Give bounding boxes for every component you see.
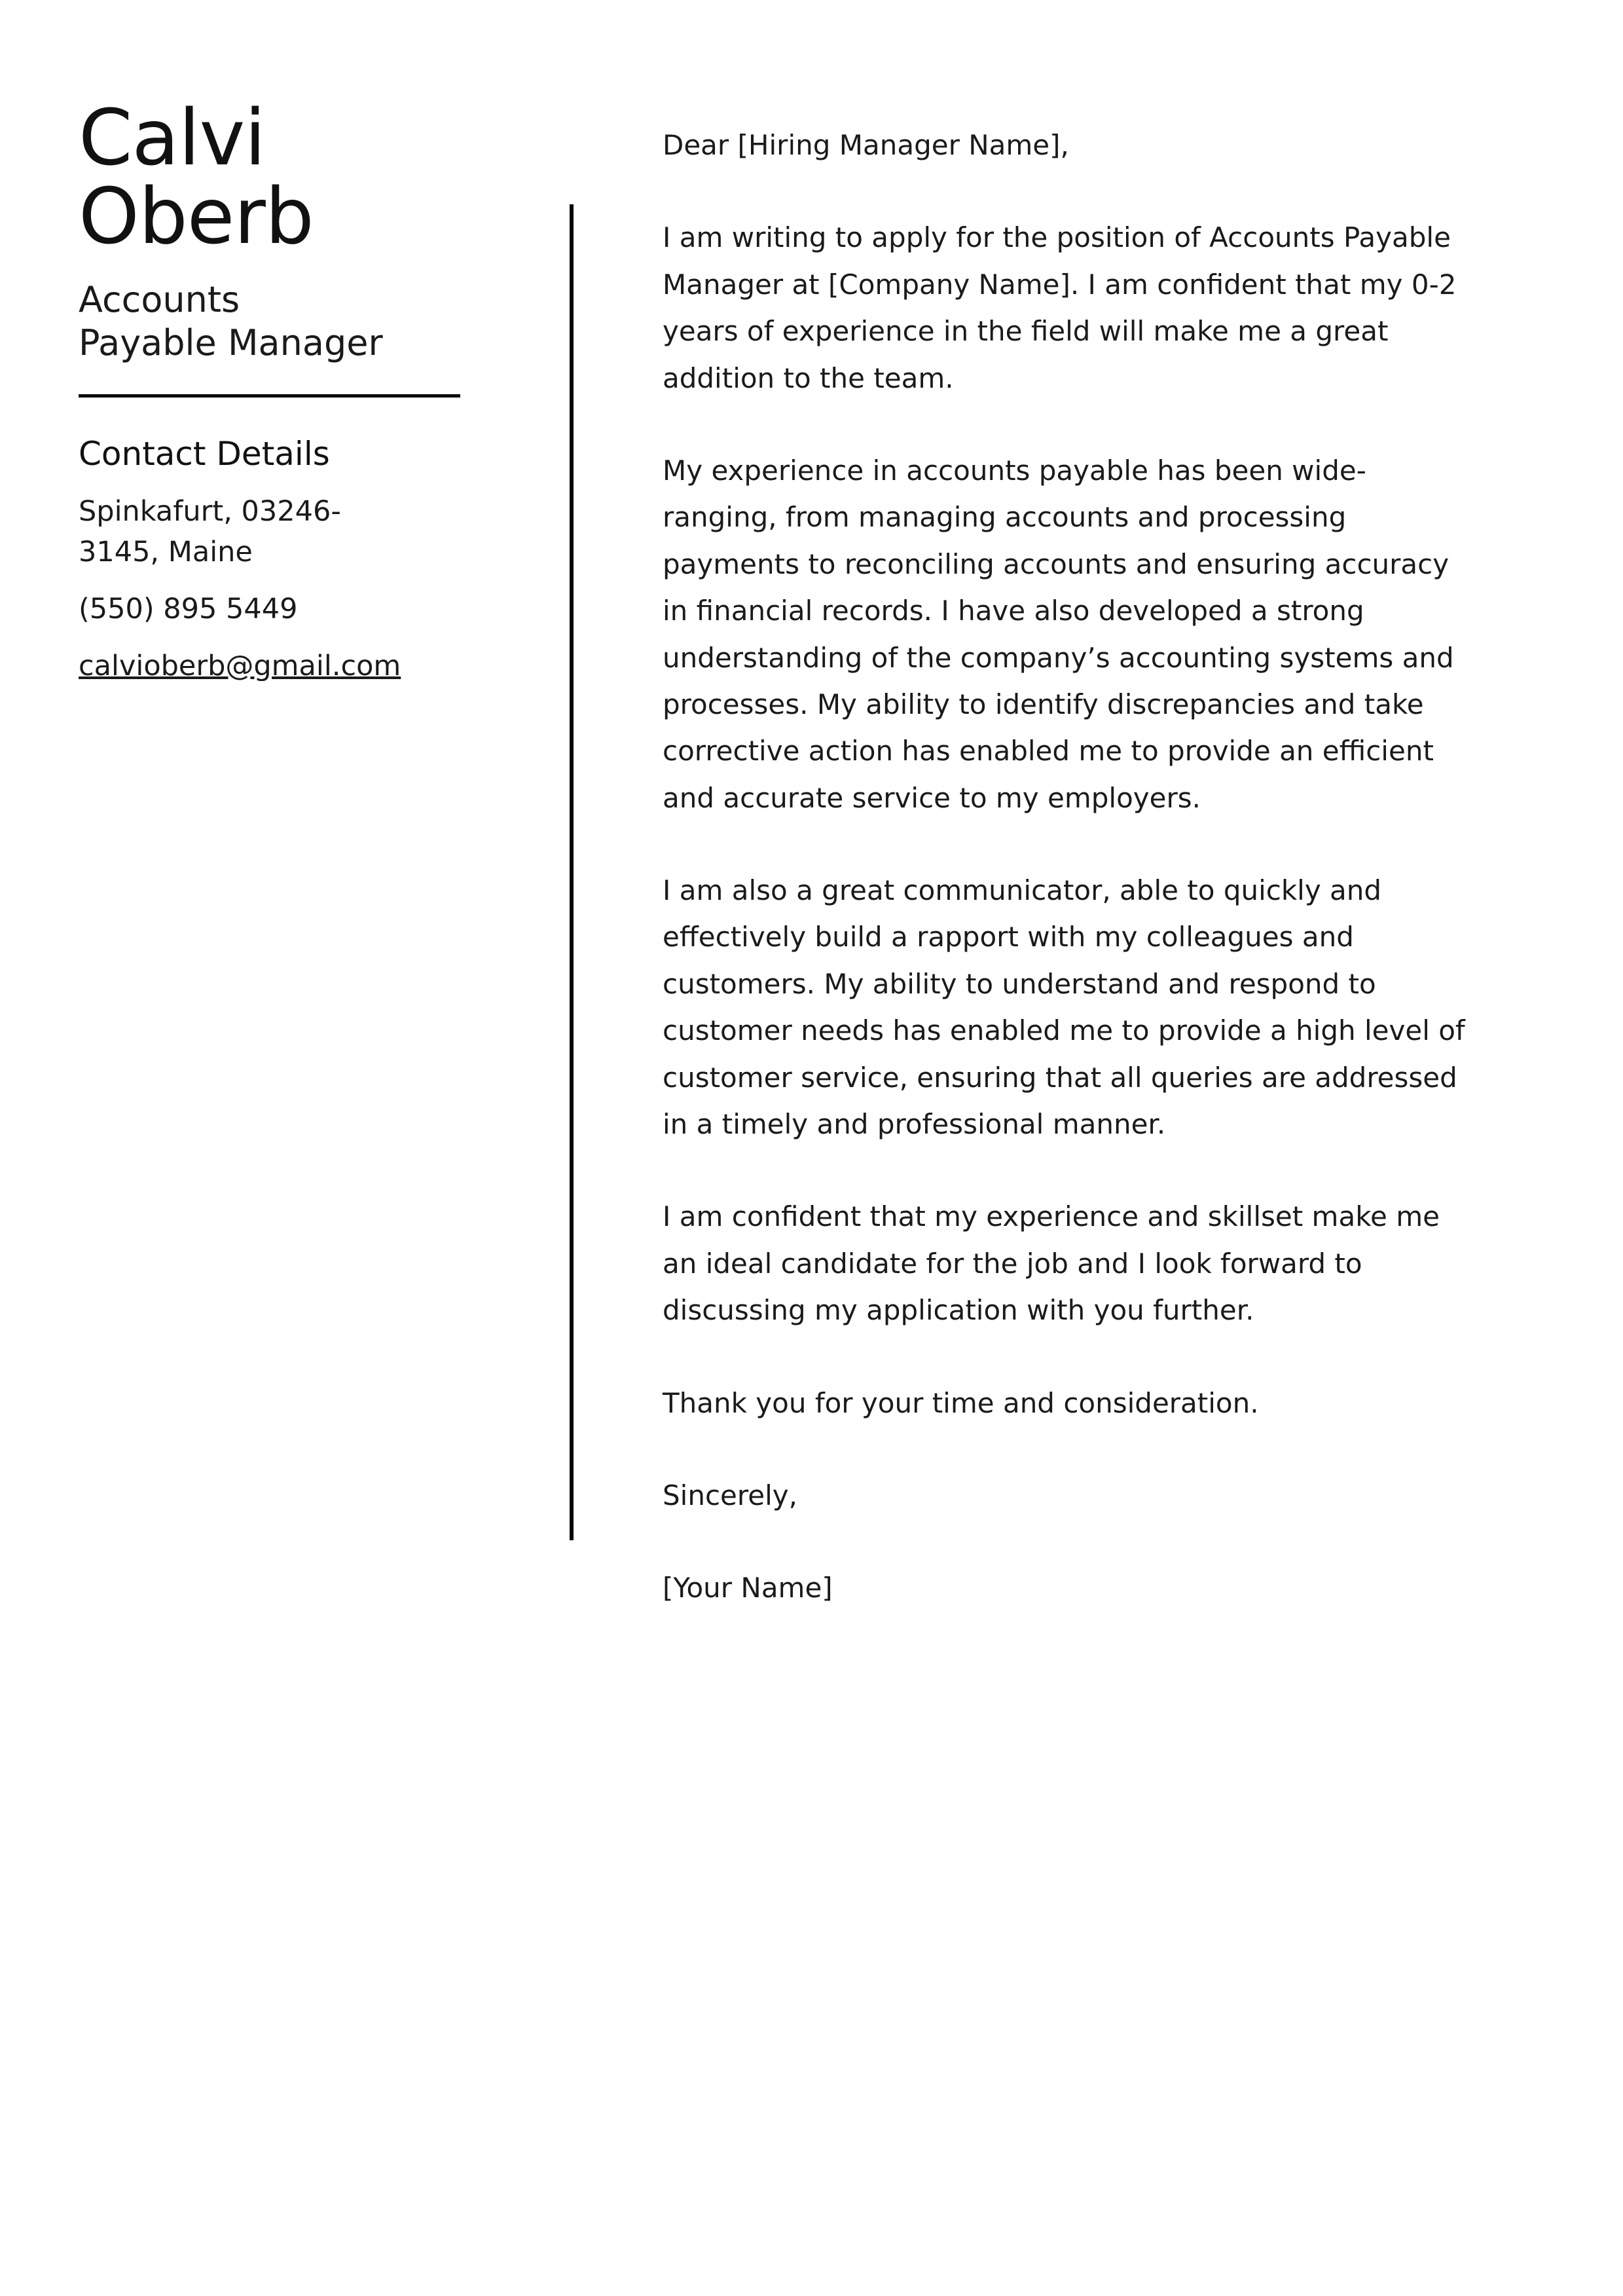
letter-signature: [Your Name] (663, 1572, 833, 1604)
letter-paragraph-5: Thank you for your time and consideration. (663, 1386, 1259, 1419)
letter-paragraph-2: My experience in accounts payable has been wide-ranging, from managing accounts and processing payments to reconciling accounts and ensuring accuracy in financial records. I have also developed a strong understanding of the company’s accounting systems and processes. My ability to identify discrepancies and take corrective action has enabled me to provide an efficient and accurate service to my employers. (663, 454, 1454, 814)
letter-body (663, 122, 1478, 1612)
candidate-last-name: Oberb (79, 171, 314, 262)
letter-paragraph-3: I am also a great communicator, able to quickly and effectively build a rapport with my colleagues and customers. My ability to understand and respond to customer needs has enabled me to provide a high level of customer service, ensuring that all queries are addressed in a timely and professional manner. (663, 874, 1465, 1141)
sidebar-divider-rule (79, 394, 460, 398)
contact-details-list (79, 492, 471, 686)
column-divider (570, 204, 574, 1540)
candidate-name (79, 92, 471, 262)
letter-salutation: Dear [Hiring Manager Name], (663, 129, 1069, 161)
candidate-job-title: Accounts Payable Manager (79, 278, 383, 363)
contact-address: Spinkafurt, 03246-3145, Maine (79, 495, 341, 568)
letter-paragraph-1: I am writing to apply for the position of Accounts Payable Manager at [Company Name]. I am confident that my 0-2 years of experience in the field will make me a great addition to the team. (663, 221, 1457, 394)
contact-email-link[interactable]: calvioberb@gmail.com (79, 649, 401, 682)
sidebar (79, 92, 471, 703)
letter-paragraph-4: I am confident that my experience and skillset make me an ideal candidate for the job and I look forward to discussing my application with you further. (663, 1200, 1440, 1327)
candidate-first-name: Calvi (79, 92, 266, 183)
contact-phone[interactable]: (550) 895 5449 (79, 592, 298, 625)
contact-details-heading: Contact Details (79, 435, 330, 473)
letter-closing: Sincerely, (663, 1479, 797, 1511)
